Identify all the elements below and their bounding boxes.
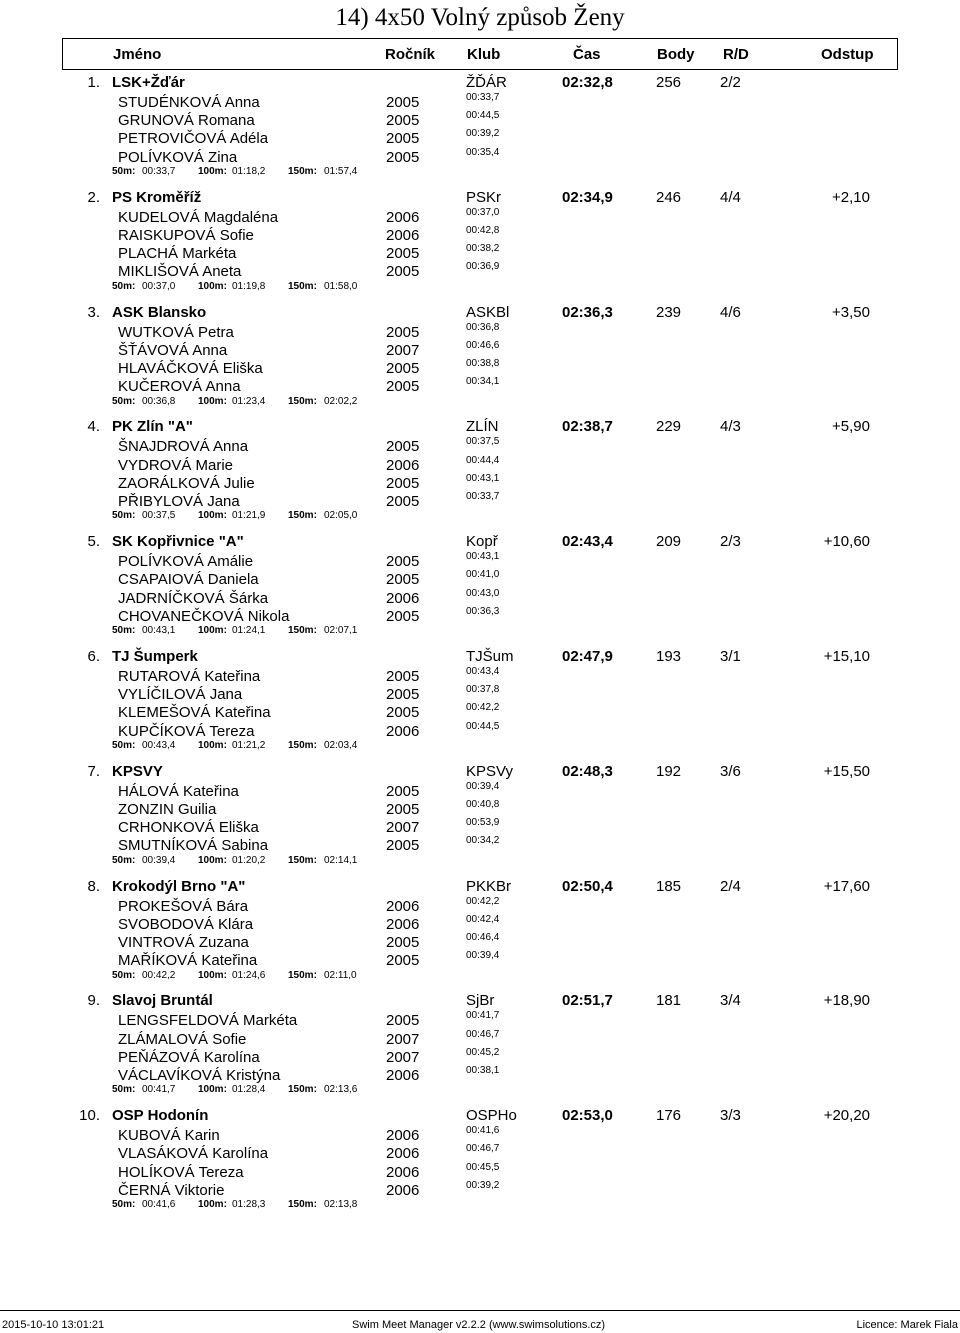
swimmer-name: RUTAROVÁ Kateřina (118, 667, 261, 685)
swimmer-name: POLÍVKOVÁ Amálie (118, 553, 254, 571)
split-value: 01:24,6 (232, 969, 266, 981)
split-label: 150m: (288, 625, 317, 637)
split-value: 02:02,2 (324, 395, 358, 407)
swimmer-year: 2005 (386, 112, 420, 130)
split-label: 50m: (112, 280, 136, 292)
split-label: 50m: (112, 1084, 136, 1096)
team-rd: 4/6 (720, 303, 741, 321)
split-value: 00:36,8 (142, 395, 176, 407)
team-club: OSPHo (466, 1107, 517, 1125)
swimmer-name: VÁCLAVÍKOVÁ Kristýna (118, 1066, 281, 1084)
team-points: 193 (656, 647, 682, 665)
team-rank: 4. (87, 418, 100, 436)
team-row (0, 990, 960, 1010)
split-label: 150m: (288, 1084, 317, 1096)
swimmer-split: 00:43,1 (466, 551, 500, 563)
swimmer-split: 00:43,1 (466, 472, 500, 484)
split-value: 01:23,4 (232, 395, 266, 407)
swimmer-name: ZONZIN Guilia (118, 800, 217, 818)
swimmer-name: SMUTNÍKOVÁ Sabina (118, 837, 269, 855)
team-rd: 2/4 (720, 877, 741, 895)
swimmer-name: CRHONKOVÁ Eliška (118, 819, 259, 837)
swimmer-name: MAŘÍKOVÁ Kateřina (118, 952, 258, 970)
team-points: 192 (656, 762, 682, 780)
team-time: 02:38,7 (562, 418, 613, 436)
swimmer-row (0, 720, 960, 741)
split-value: 00:41,7 (142, 1084, 176, 1096)
swimmer-split: 00:46,4 (466, 931, 500, 943)
team-name: TJ Šumperk (112, 647, 198, 665)
team-block (0, 187, 960, 302)
swimmer-row (0, 378, 960, 396)
team-row (0, 416, 960, 436)
split-value: 00:42,2 (142, 969, 176, 981)
split-value: 01:18,2 (232, 166, 266, 177)
team-club: Kopř (466, 533, 498, 551)
swimmer-year: 2006 (386, 915, 420, 933)
team-name: ASK Blansko (112, 303, 207, 321)
swimmer-year: 2005 (386, 438, 420, 456)
swimmer-split: 00:46,7 (466, 1143, 500, 1155)
swimmer-split: 00:44,4 (466, 454, 500, 466)
split-label: 50m: (112, 739, 136, 751)
swimmer-year: 2005 (386, 571, 420, 589)
split-label: 150m: (288, 739, 317, 751)
swimmer-name: KLEMEŠOVÁ Kateřina (118, 704, 271, 722)
swimmer-year: 2006 (386, 1066, 420, 1084)
split-label: 150m: (288, 280, 317, 292)
team-gap: +5,90 (832, 418, 870, 436)
team-name: KPSVY (112, 762, 163, 780)
team-points: 229 (656, 418, 682, 436)
swimmer-name: HOLÍKOVÁ Tereza (118, 1163, 244, 1181)
swimmer-split: 00:34,1 (466, 376, 500, 388)
swimmer-year: 2005 (386, 553, 420, 571)
column-header (62, 38, 898, 70)
swimmer-year: 2005 (386, 359, 420, 377)
split-value: 01:20,2 (232, 854, 266, 866)
team-name: SK Kopřivnice "A" (112, 533, 244, 551)
split-value: 01:57,4 (324, 166, 358, 177)
swimmer-name: RAISKUPOVÁ Sofie (118, 226, 254, 244)
swimmer-name: LENGSFELDOVÁ Markéta (118, 1012, 298, 1030)
swimmer-split: 00:42,2 (466, 702, 500, 714)
swimmer-year: 2005 (386, 474, 420, 492)
swimmer-split: 00:37,5 (466, 436, 500, 448)
swimmer-split: 00:44,5 (466, 110, 500, 122)
team-rank: 8. (87, 877, 100, 895)
swimmer-split: 00:36,3 (466, 605, 500, 617)
split-value: 00:37,0 (142, 280, 176, 292)
swimmer-name: PEŇÁZOVÁ Karolína (118, 1048, 260, 1066)
team-rank: 3. (87, 303, 100, 321)
col-points: Body (657, 46, 695, 63)
swimmer-year: 2006 (386, 1145, 420, 1163)
team-name: OSP Hodonín (112, 1107, 209, 1125)
team-club: ŽĎÁR (466, 74, 507, 91)
team-gap: +18,90 (823, 992, 870, 1010)
split-label: 100m: (198, 280, 227, 292)
swimmer-year: 2005 (386, 837, 420, 855)
swimmer-split: 00:36,9 (466, 261, 500, 273)
swimmer-year: 2006 (386, 456, 420, 474)
swimmer-split: 00:43,0 (466, 587, 500, 599)
team-rd: 2/2 (720, 74, 741, 91)
swimmer-split: 00:53,9 (466, 817, 500, 829)
swimmer-split: 00:35,4 (466, 146, 500, 158)
split-label: 100m: (198, 166, 227, 177)
team-block (0, 990, 960, 1105)
swimmer-year: 2006 (386, 226, 420, 244)
split-label: 100m: (198, 739, 227, 751)
split-label: 50m: (112, 625, 136, 637)
swimmer-name: ČERNÁ Viktorie (118, 1181, 225, 1199)
team-gap: +2,10 (832, 188, 870, 206)
split-label: 50m: (112, 395, 136, 407)
swimmer-year: 2005 (386, 378, 420, 396)
swimmer-name: VYLÍČILOVÁ Jana (118, 686, 243, 704)
team-rank: 10. (79, 1107, 100, 1125)
swimmer-split: 00:46,7 (466, 1028, 500, 1040)
team-gap: +15,10 (823, 647, 870, 665)
swimmer-split: 00:39,4 (466, 950, 500, 962)
col-rd: R/D (723, 46, 749, 63)
swimmer-split: 00:40,8 (466, 798, 500, 810)
swimmer-year: 2007 (386, 1048, 420, 1066)
team-time: 02:43,4 (562, 533, 613, 551)
swimmer-name: STUDÉNKOVÁ Anna (118, 94, 260, 111)
split-value: 01:28,3 (232, 1199, 266, 1211)
footer-software: Swim Meet Manager v2.2.2 (www.swimsolutions.cz) (352, 1319, 606, 1331)
team-row (0, 761, 960, 781)
swimmer-split: 00:45,5 (466, 1161, 500, 1173)
split-value: 01:28,4 (232, 1084, 266, 1096)
team-block (0, 646, 960, 761)
split-label: 100m: (198, 510, 227, 522)
swimmer-name: ŠŤÁVOVÁ Anna (118, 341, 228, 359)
swimmer-split: 00:41,7 (466, 1010, 500, 1022)
swimmer-year: 2005 (386, 800, 420, 818)
swimmer-name: VYDROVÁ Marie (118, 456, 234, 474)
swimmer-split: 00:42,4 (466, 913, 500, 925)
split-label: 150m: (288, 969, 317, 981)
swimmer-name: WUTKOVÁ Petra (118, 323, 234, 341)
team-rd: 4/3 (720, 418, 741, 436)
swimmer-split: 00:36,8 (466, 321, 500, 333)
results-list (0, 72, 960, 1220)
team-rank: 5. (87, 533, 100, 551)
swimmer-year: 2006 (386, 1163, 420, 1181)
team-time: 02:51,7 (562, 992, 613, 1010)
split-label: 150m: (288, 166, 317, 177)
team-points: 246 (656, 188, 682, 206)
swimmer-name: ZAORÁLKOVÁ Julie (118, 474, 255, 492)
swimmer-year: 2005 (386, 94, 420, 111)
swimmer-row (0, 1064, 960, 1085)
team-block (0, 876, 960, 991)
swimmer-split: 00:34,2 (466, 835, 500, 847)
team-time: 02:53,0 (562, 1107, 613, 1125)
col-name: Jméno (113, 46, 162, 63)
split-value: 02:03,4 (324, 739, 358, 751)
swimmer-name: KUČEROVÁ Anna (118, 378, 241, 396)
split-value: 01:24,1 (232, 625, 266, 637)
swimmer-year: 2006 (386, 208, 420, 226)
swimmer-row (0, 490, 960, 511)
split-value: 02:13,8 (324, 1199, 358, 1211)
swimmer-name: KUBOVÁ Karin (118, 1127, 220, 1145)
swimmer-name: MIKLIŠOVÁ Aneta (118, 263, 242, 281)
swimmer-split: 00:39,4 (466, 780, 500, 792)
team-gap: +17,60 (823, 877, 870, 895)
swimmer-year: 2005 (386, 782, 420, 800)
swimmer-year: 2005 (386, 323, 420, 341)
swimmer-year: 2006 (386, 589, 420, 607)
team-rd: 2/3 (720, 533, 741, 551)
team-time: 02:50,4 (562, 877, 613, 895)
swimmer-split: 00:44,5 (466, 720, 500, 732)
team-club: KPSVy (466, 762, 513, 780)
swimmer-row (0, 605, 960, 626)
swimmer-year: 2005 (386, 148, 420, 166)
swimmer-year: 2005 (386, 667, 420, 685)
swimmer-split: 00:39,2 (466, 128, 500, 140)
col-club: Klub (467, 46, 501, 63)
team-gap: +15,50 (823, 762, 870, 780)
swimmer-row (0, 263, 960, 281)
swimmer-split: 00:38,8 (466, 357, 500, 369)
swimmer-year: 2005 (386, 130, 420, 148)
swimmer-row (0, 146, 960, 167)
swimmer-split: 00:39,2 (466, 1179, 500, 1191)
swimmer-split: 00:42,2 (466, 895, 500, 907)
swimmer-row (0, 837, 960, 855)
swimmer-year: 2005 (386, 952, 420, 970)
split-value: 00:41,6 (142, 1199, 176, 1211)
team-club: ASKBl (466, 303, 510, 321)
split-label: 100m: (198, 1199, 227, 1211)
split-label: 100m: (198, 969, 227, 981)
swimmer-name: JADRNÍČKOVÁ Šárka (118, 589, 269, 607)
swimmer-name: POLÍVKOVÁ Zina (118, 148, 238, 166)
split-value: 00:39,4 (142, 854, 176, 866)
swimmer-name: CHOVANEČKOVÁ Nikola (118, 607, 290, 625)
split-value: 01:21,2 (232, 739, 266, 751)
swimmer-year: 2005 (386, 263, 420, 281)
swimmer-split: 00:41,0 (466, 569, 500, 581)
swimmer-split: 00:37,0 (466, 206, 500, 218)
swimmer-split: 00:38,2 (466, 243, 500, 255)
split-label: 50m: (112, 166, 136, 177)
team-rank: 9. (87, 992, 100, 1010)
team-club: PSKr (466, 188, 502, 206)
team-points: 181 (656, 992, 682, 1010)
swimmer-year: 2005 (386, 704, 420, 722)
split-label: 150m: (288, 854, 317, 866)
team-time: 02:34,9 (562, 188, 613, 206)
split-value: 02:13,6 (324, 1084, 358, 1096)
footer-licence: Licence: Marek Fiala (856, 1319, 958, 1331)
split-label: 50m: (112, 510, 136, 522)
swimmer-split: 00:33,7 (466, 490, 500, 502)
team-name: PK Zlín "A" (112, 418, 193, 436)
split-label: 50m: (112, 854, 136, 866)
swimmer-split: 00:41,6 (466, 1125, 500, 1137)
team-block (0, 302, 960, 417)
team-row (0, 302, 960, 322)
team-points: 185 (656, 877, 682, 895)
split-value: 01:19,8 (232, 280, 266, 292)
team-rd: 3/3 (720, 1107, 741, 1125)
team-row (0, 72, 960, 92)
team-rd: 3/1 (720, 647, 741, 665)
team-name: Slavoj Bruntál (112, 992, 213, 1010)
swimmer-split: 00:43,4 (466, 665, 500, 677)
team-block (0, 1105, 960, 1220)
split-label: 150m: (288, 1199, 317, 1211)
swimmer-name: HÁLOVÁ Kateřina (118, 782, 239, 800)
swimmer-name: VINTROVÁ Zuzana (118, 933, 249, 951)
team-gap: +10,60 (823, 533, 870, 551)
team-block (0, 416, 960, 531)
team-block (0, 72, 960, 187)
swimmer-year: 2005 (386, 1012, 420, 1030)
team-club: PKKBr (466, 877, 512, 895)
col-time: Čas (573, 46, 601, 63)
swimmer-name: ŠNAJDROVÁ Anna (118, 438, 249, 456)
team-name: LSK+Žďár (112, 74, 185, 91)
split-value: 02:05,0 (324, 510, 358, 522)
swimmer-name: KUPČÍKOVÁ Tereza (118, 722, 255, 740)
team-row (0, 1105, 960, 1125)
team-row (0, 531, 960, 551)
team-rank: 2. (87, 188, 100, 206)
split-value: 01:21,9 (232, 510, 266, 522)
swimmer-name: PŘIBYLOVÁ Jana (118, 492, 240, 510)
col-year: Ročník (385, 46, 436, 63)
split-label: 50m: (112, 969, 136, 981)
team-points: 209 (656, 533, 682, 551)
swimmer-name: GRUNOVÁ Romana (118, 112, 255, 130)
swimmer-year: 2007 (386, 1030, 420, 1048)
swimmer-name: ZLÁMALOVÁ Sofie (118, 1030, 247, 1048)
team-club: SjBr (466, 992, 495, 1010)
page-title: 14) 4x50 Volný způsob Ženy (335, 4, 625, 31)
split-value: 00:37,5 (142, 510, 176, 522)
team-rd: 3/4 (720, 992, 741, 1010)
team-rank: 1. (87, 74, 100, 91)
swimmer-year: 2006 (386, 1127, 420, 1145)
split-label: 50m: (112, 1199, 136, 1211)
swimmer-year: 2005 (386, 245, 420, 263)
team-club: TJŠum (466, 647, 514, 665)
team-rank: 7. (87, 762, 100, 780)
split-label: 150m: (288, 510, 317, 522)
split-value: 02:11,0 (324, 969, 357, 981)
swimmer-name: SVOBODOVÁ Klára (118, 915, 254, 933)
team-block (0, 531, 960, 646)
team-rd: 3/6 (720, 762, 741, 780)
swimmer-name: HLAVÁČKOVÁ Eliška (118, 359, 263, 377)
swimmer-name: PLACHÁ Markéta (118, 245, 237, 263)
page-footer (0, 1310, 960, 1333)
swimmer-year: 2007 (386, 341, 420, 359)
team-time: 02:48,3 (562, 762, 613, 780)
team-time: 02:47,9 (562, 647, 613, 665)
swimmer-year: 2005 (386, 933, 420, 951)
team-row (0, 646, 960, 666)
swimmer-split: 00:38,1 (466, 1064, 500, 1076)
team-points: 176 (656, 1107, 682, 1125)
swimmer-split: 00:46,6 (466, 339, 500, 351)
swimmer-year: 2006 (386, 897, 420, 915)
swimmer-year: 2005 (386, 607, 420, 625)
swimmer-row (0, 1179, 960, 1200)
team-block (0, 761, 960, 876)
team-club: ZLÍN (466, 418, 499, 436)
team-points: 256 (656, 74, 682, 91)
split-label: 100m: (198, 625, 227, 637)
team-name: Krokodýl Brno "A" (112, 877, 246, 895)
swimmer-split: 00:37,8 (466, 684, 500, 696)
footer-timestamp: 2015-10-10 13:01:21 (2, 1319, 105, 1331)
swimmer-name: CSAPAIOVÁ Daniela (118, 571, 259, 589)
team-rd: 4/4 (720, 188, 741, 206)
swimmer-row (0, 952, 960, 970)
swimmer-name: KUDELOVÁ Magdaléna (118, 208, 279, 226)
split-value: 00:33,7 (142, 166, 176, 177)
team-time: 02:32,8 (562, 74, 613, 91)
swimmer-split: 00:33,7 (466, 92, 500, 103)
split-label: 100m: (198, 854, 227, 866)
swimmer-split: 00:42,8 (466, 224, 500, 236)
col-gap: Odstup (821, 46, 874, 63)
swimmer-split: 00:45,2 (466, 1046, 500, 1058)
swimmer-name: PETROVIČOVÁ Adéla (118, 130, 269, 148)
split-label: 150m: (288, 395, 317, 407)
split-value: 00:43,1 (142, 625, 176, 637)
split-value: 00:43,4 (142, 739, 176, 751)
split-value: 02:07,1 (324, 625, 358, 637)
team-points: 239 (656, 303, 682, 321)
team-gap: +3,50 (832, 303, 870, 321)
swimmer-name: PROKEŠOVÁ Bára (118, 897, 249, 915)
split-value: 01:58,0 (324, 280, 358, 292)
swimmer-year: 2007 (386, 819, 420, 837)
team-rank: 6. (87, 647, 100, 665)
split-label: 100m: (198, 1084, 227, 1096)
swimmer-year: 2005 (386, 686, 420, 704)
swimmer-year: 2006 (386, 1181, 420, 1199)
team-time: 02:36,3 (562, 303, 613, 321)
split-label: 100m: (198, 395, 227, 407)
team-row (0, 187, 960, 207)
team-gap: +20,20 (823, 1107, 870, 1125)
team-name: PS Kroměříž (112, 188, 202, 206)
swimmer-year: 2005 (386, 492, 420, 510)
swimmer-name: VLASÁKOVÁ Karolína (118, 1145, 269, 1163)
split-value: 02:14,1 (324, 854, 358, 866)
swimmer-year: 2006 (386, 722, 420, 740)
team-row (0, 876, 960, 896)
